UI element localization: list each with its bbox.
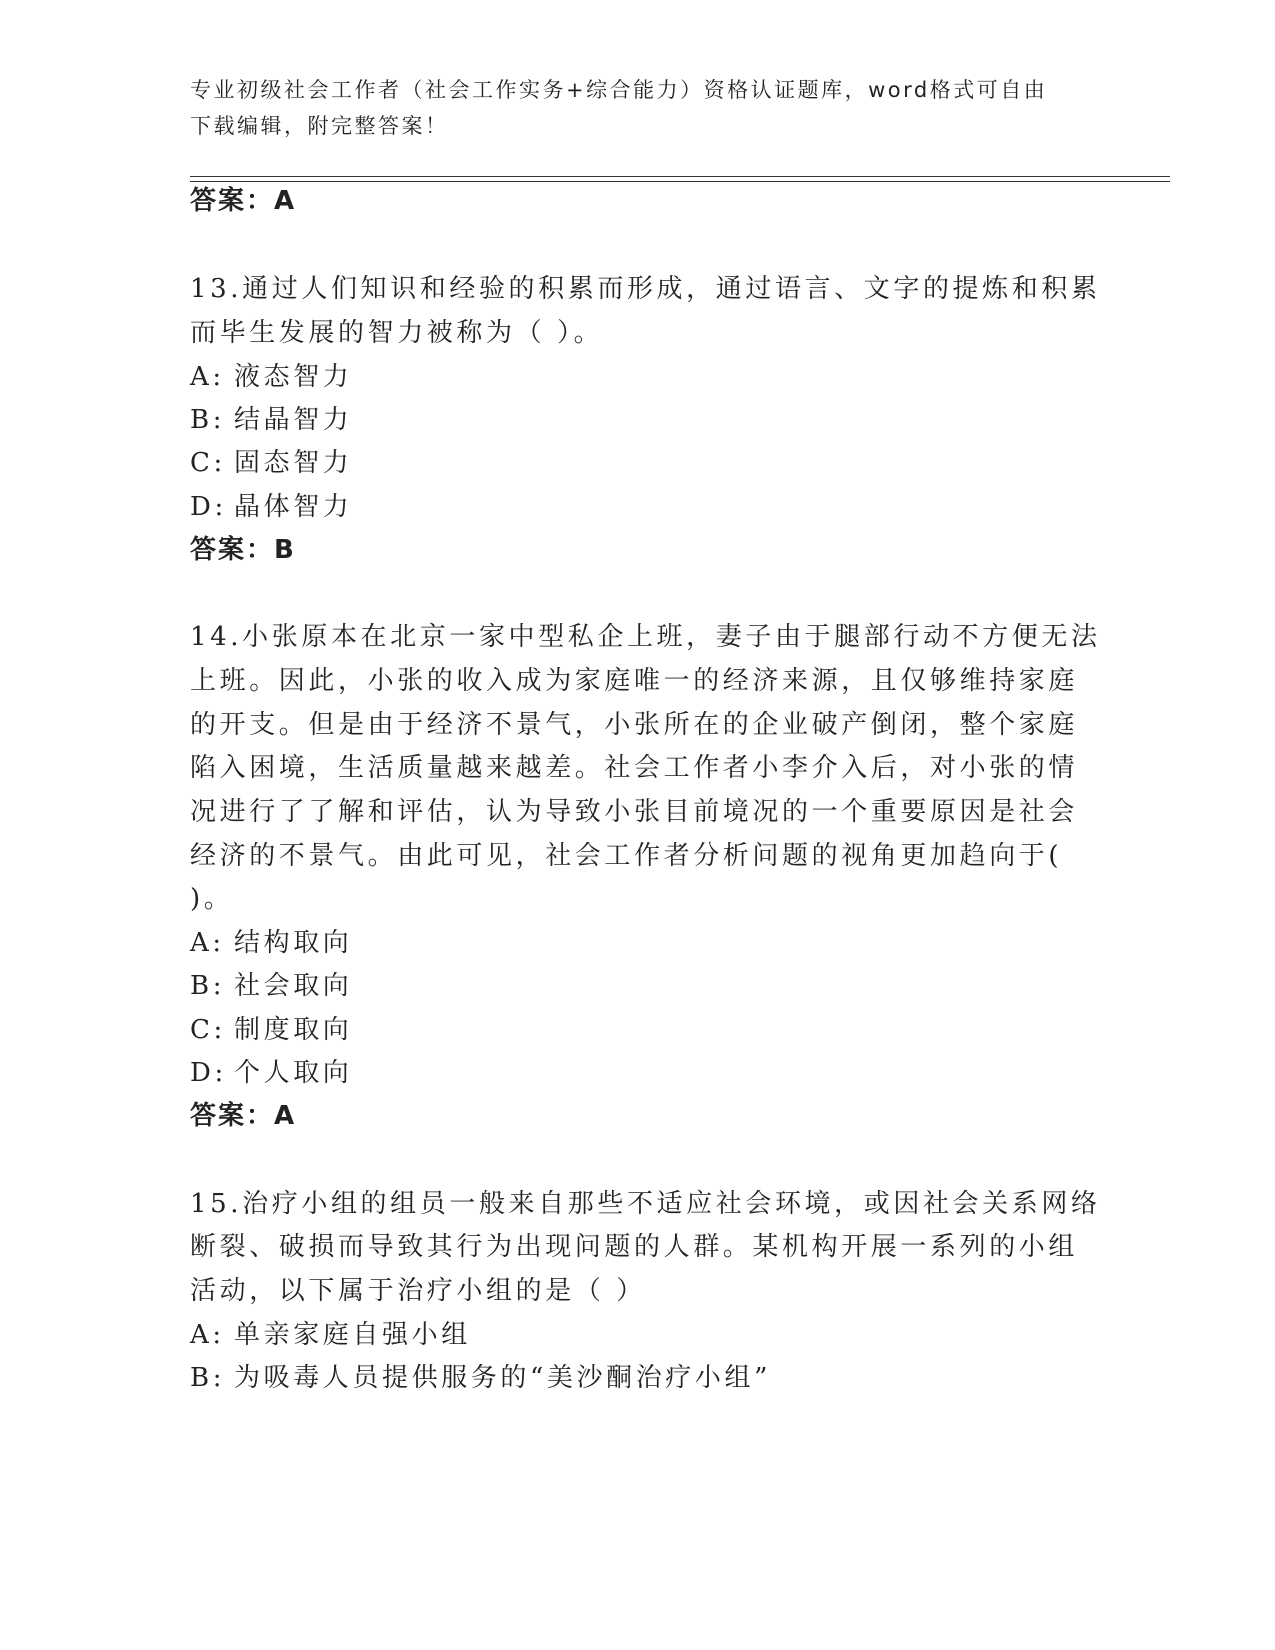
question-14-stem-line: 况进行了了解和评估，认为导致小张目前境况的一个重要原因是社会 — [190, 797, 1079, 827]
question-14-stem-line: 14.小张原本在北京一家中型私企上班，妻子由于腿部行动不方便无法 — [190, 622, 1101, 652]
question-13-option-a — [190, 362, 352, 392]
question-13-stem-line: 而毕生发展的智力被称为（ ）。 — [190, 318, 604, 348]
option-key: B: — [190, 1363, 226, 1393]
question-14-stem-line: 陷入困境，生活质量越来越差。社会工作者小李介入后，对小张的情 — [190, 753, 1079, 783]
question-14-option-c — [190, 1015, 352, 1045]
option-text: 结构取向 — [234, 928, 353, 958]
question-13-option-b — [190, 405, 352, 435]
question-14-stem-line: 经济的不景气。由此可见，社会工作者分析问题的视角更加趋向于( — [190, 841, 1063, 871]
question-14-option-d — [190, 1058, 352, 1088]
option-key: C: — [190, 1015, 226, 1045]
option-key: A: — [190, 928, 225, 958]
question-14-stem-line: )。 — [190, 884, 234, 914]
option-key: B: — [190, 971, 226, 1001]
option-text: 结晶智力 — [234, 405, 353, 435]
page-header — [190, 72, 1080, 144]
question-14-stem-line: 上班。因此，小张的收入成为家庭唯一的经济来源，且仅够维持家庭 — [190, 666, 1079, 696]
option-key: B: — [190, 405, 226, 435]
question-14-option-a — [190, 928, 352, 958]
option-key: C: — [190, 448, 226, 478]
option-text: 单亲家庭自强小组 — [234, 1320, 471, 1350]
option-key: A: — [190, 1320, 225, 1350]
option-text: 固态智力 — [234, 448, 353, 478]
answer-line: 答案：A — [190, 186, 297, 216]
option-text: 个人取向 — [234, 1058, 353, 1088]
option-text: 社会取向 — [234, 971, 353, 1001]
option-text: 为吸毒人员提供服务的“美沙酮治疗小组” — [234, 1363, 771, 1393]
question-13-option-c — [190, 448, 352, 478]
question-13-stem-line: 13.通过人们知识和经验的积累而形成，通过语言、文字的提炼和积累 — [190, 274, 1101, 304]
question-14-stem-line: 的开支。但是由于经济不景气，小张所在的企业破产倒闭，整个家庭 — [190, 710, 1079, 740]
question-15-stem-line: 15.治疗小组的组员一般来自那些不适应社会环境，或因社会关系网络 — [190, 1189, 1101, 1219]
question-13-answer: 答案：B — [190, 535, 296, 565]
header-line-1: 专业初级社会工作者（社会工作实务+综合能力）资格认证题库，word格式可自由 — [190, 78, 1048, 102]
option-text: 制度取向 — [234, 1015, 353, 1045]
header-line-2: 下载编辑，附完整答案！ — [190, 114, 449, 138]
question-15-stem-line: 活动，以下属于治疗小组的是（ ） — [190, 1276, 646, 1306]
header-rule-bottom — [190, 181, 1170, 182]
option-text: 晶体智力 — [234, 492, 353, 522]
question-13-option-d — [190, 492, 352, 522]
option-key: D: — [190, 1058, 227, 1088]
option-key: A: — [190, 362, 225, 392]
question-15-stem-line: 断裂、破损而导致其行为出现问题的人群。某机构开展一系列的小组 — [190, 1232, 1079, 1262]
question-15-option-a — [190, 1320, 471, 1350]
question-14-answer: 答案：A — [190, 1101, 297, 1131]
header-rule-top — [190, 176, 1170, 177]
question-14-option-b — [190, 971, 352, 1001]
option-text: 液态智力 — [234, 362, 353, 392]
option-key: D: — [190, 492, 227, 522]
question-15-option-b — [190, 1363, 771, 1393]
